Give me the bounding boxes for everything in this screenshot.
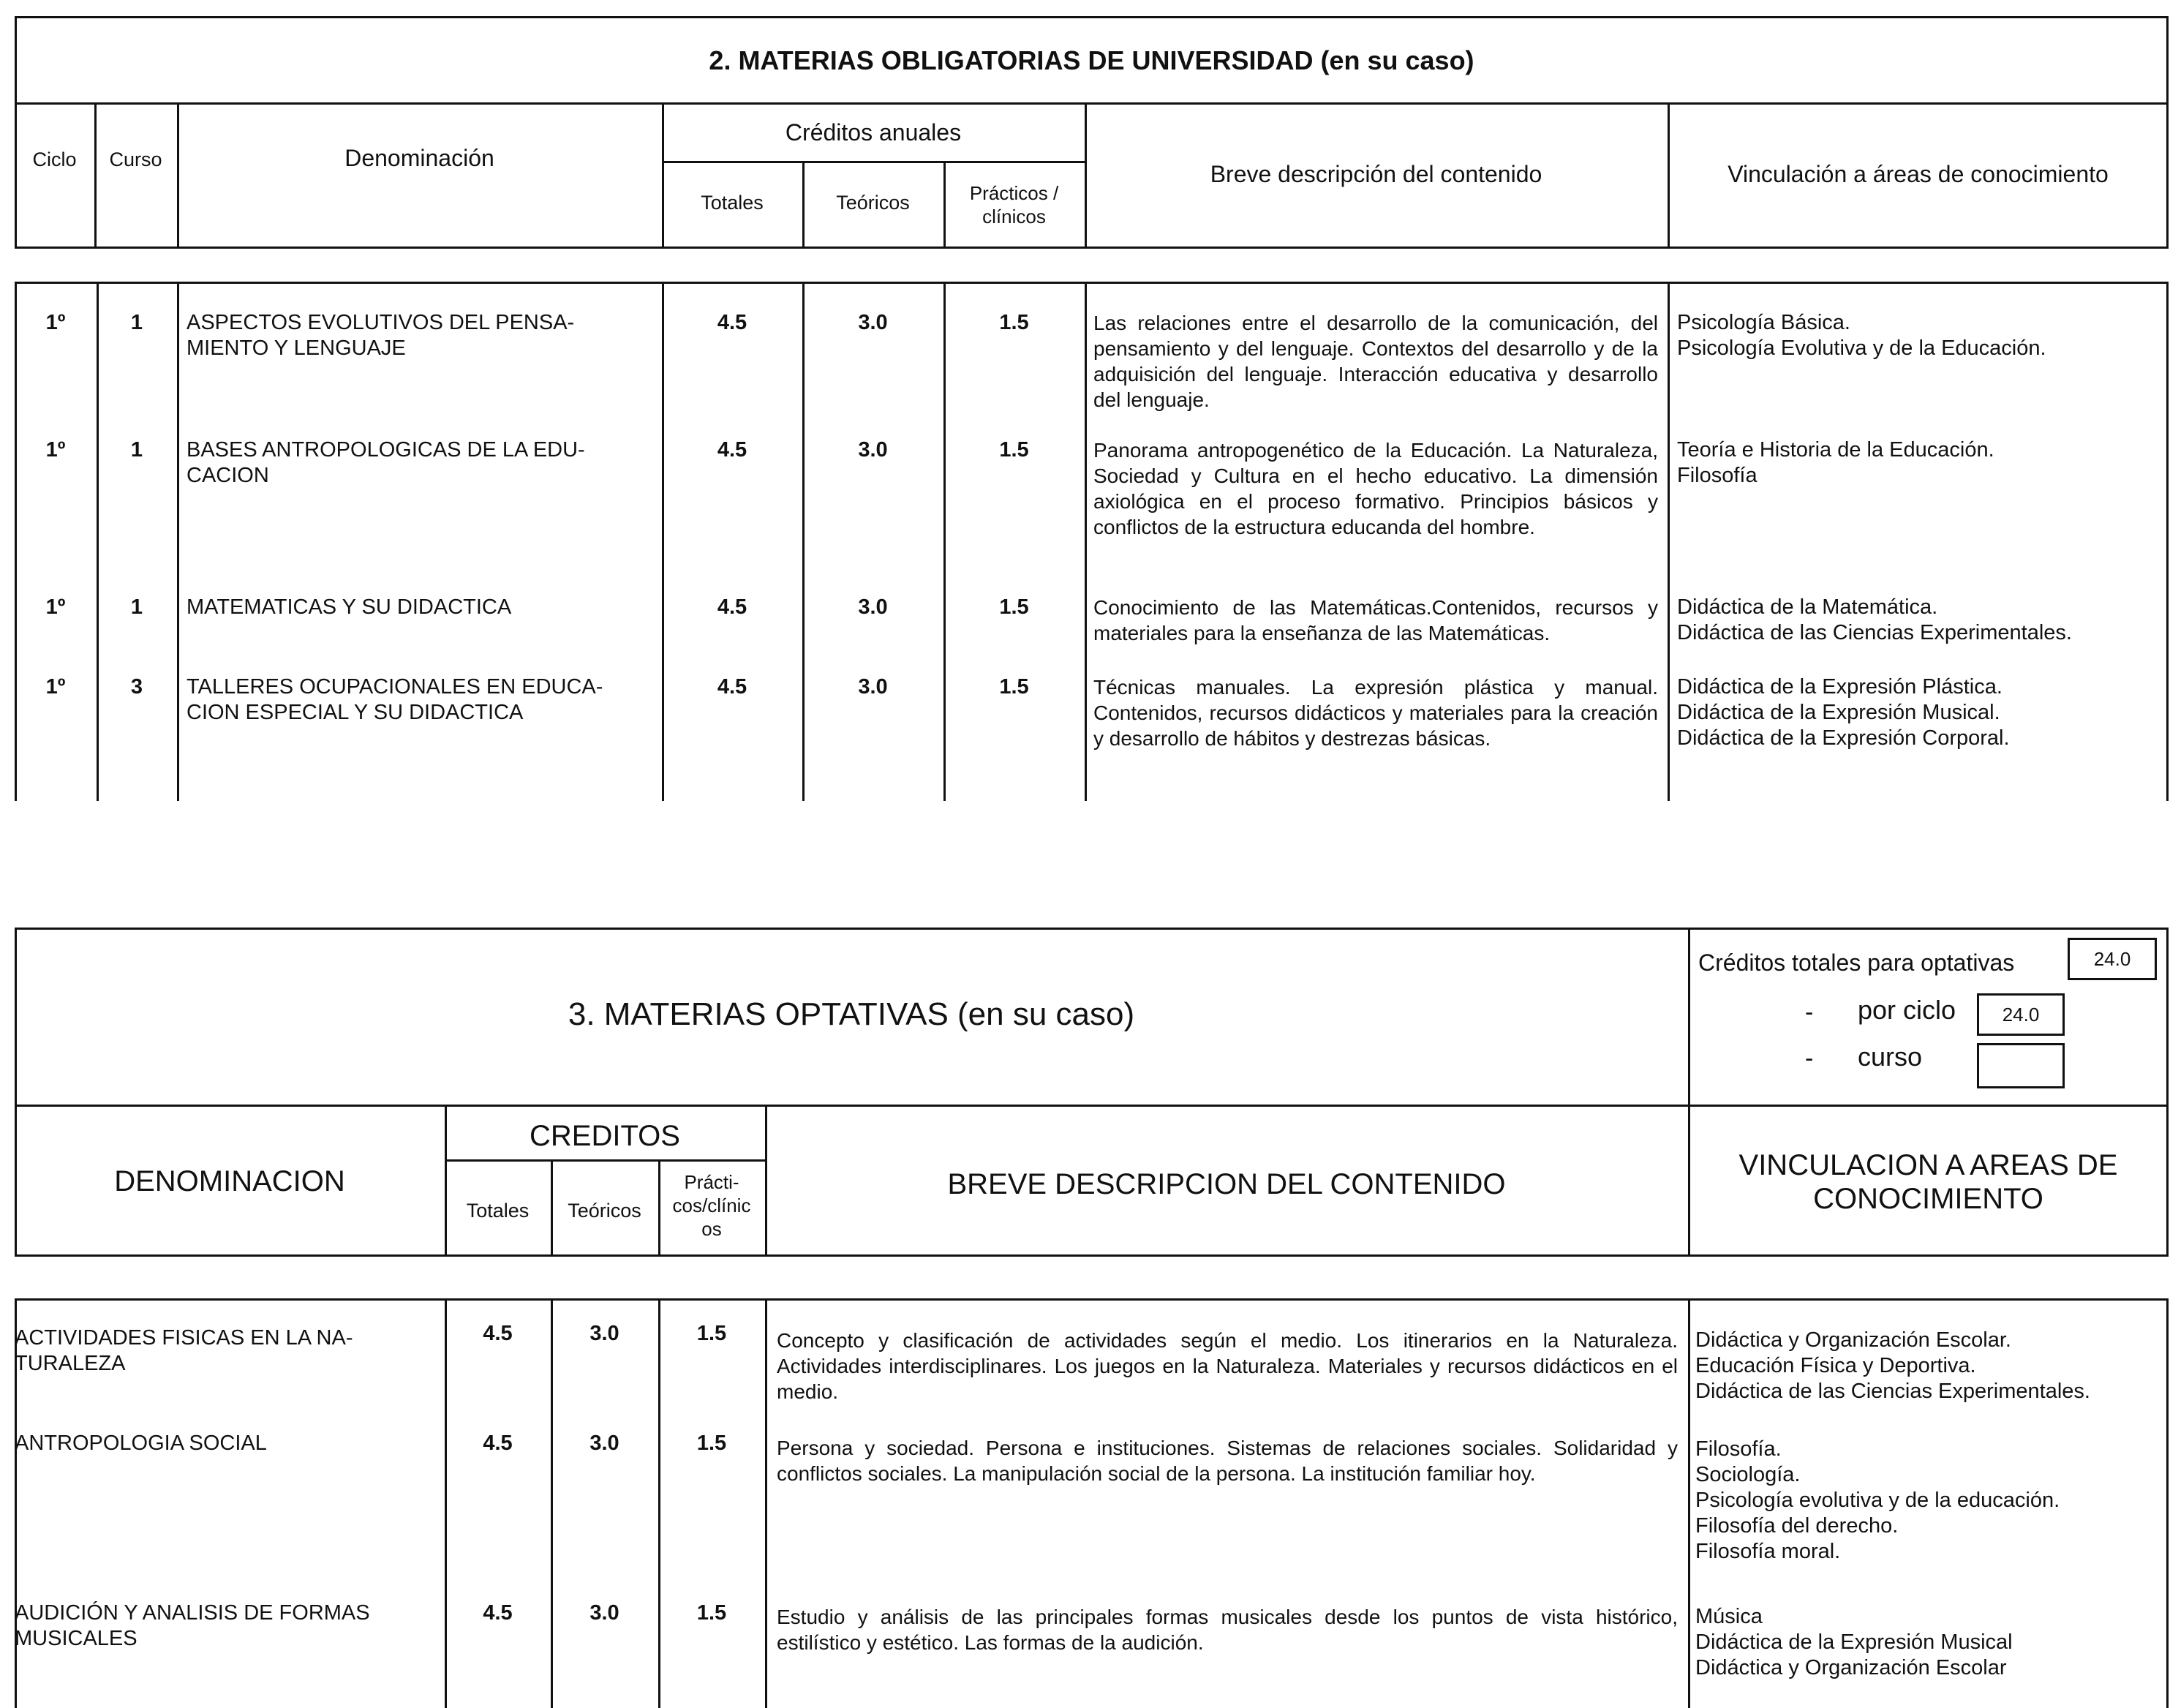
cell-curso: 1 — [130, 311, 143, 334]
cell-denominacion: TALLERES OCUPACIONALES EN EDUCA- CION ESPECIAL Y SU DIDACTICA — [187, 675, 603, 724]
cell-practicos: 1.5 — [999, 311, 1029, 334]
cell-denominacion: BASES ANTROPOLOGICAS DE LA EDU- CACION — [187, 438, 585, 487]
cell-ciclo: 1º — [45, 595, 66, 619]
s3-header-vinculacion: VINCULACION A AREAS DE CONOCIMIENTO — [1738, 1149, 2118, 1215]
cell-teoricos: 3.0 — [858, 438, 888, 462]
creditos-totales-value: 24.0 — [2068, 938, 2157, 980]
curso-value — [1977, 1043, 2065, 1088]
cell-teoricos: 3.0 — [858, 595, 888, 619]
cell-descripcion: Estudio y análisis de las principales formas musicales desde los puntos de vista histórico, estilístico y estético. Las formas de la audición. — [777, 1606, 1678, 1654]
por-ciclo-value: 24.0 — [1977, 993, 2065, 1036]
header-ciclo: Ciclo — [32, 148, 77, 170]
cell-ciclo: 1º — [45, 438, 66, 462]
cell-curso: 1 — [130, 595, 143, 619]
cell-teoricos: 3.0 — [858, 311, 888, 334]
cell-practicos: 1.5 — [696, 1601, 727, 1625]
cell-descripcion: Persona y sociedad. Persona e instituciones. Sistemas de relaciones sociales. Solidaridad y conflictos sociales. La manipulación social de la persona. La institución familiar hoy. — [777, 1437, 1678, 1485]
header-practicos: Prácticos / clínicos — [969, 182, 1059, 227]
s3-header-creditos: CREDITOS — [530, 1120, 680, 1152]
cell-totales: 4.5 — [717, 675, 747, 699]
cell-denominacion: ANTROPOLOGIA SOCIAL — [15, 1432, 267, 1455]
cell-curso: 3 — [130, 675, 143, 699]
por-ciclo-label: por ciclo — [1858, 995, 1956, 1025]
s3-header-practicos: Prácti- cos/clínic os — [672, 1171, 751, 1240]
cell-teoricos: 3.0 — [589, 1432, 619, 1455]
cell-vinculacion: Didáctica de la Matemática. Didáctica de las Ciencias Experimentales. — [1677, 595, 2072, 644]
cell-vinculacion: Didáctica y Organización Escolar. Educación Física y Deportiva. Didáctica de las Ciencias Experimentales. — [1695, 1328, 2090, 1403]
header-creditos-anuales: Créditos anuales — [785, 119, 962, 146]
header-teoricos: Teóricos — [836, 192, 910, 214]
por-ciclo-dash: - — [1805, 998, 1814, 1026]
cell-denominacion: ASPECTOS EVOLUTIVOS DEL PENSA- MIENTO Y LENGUAJE — [187, 311, 575, 360]
cell-denominacion: AUDICIÓN Y ANALISIS DE FORMAS MUSICALES — [15, 1601, 370, 1650]
curso-label: curso — [1858, 1042, 1923, 1072]
cell-totales: 4.5 — [717, 438, 747, 462]
cell-vinculacion: Teoría e Historia de la Educación. Filosofía — [1677, 438, 1994, 487]
cell-teoricos: 3.0 — [589, 1601, 619, 1625]
cell-totales: 4.5 — [483, 1322, 513, 1345]
section3-title: 3. MATERIAS OPTATIVAS (en su caso) — [568, 996, 1135, 1032]
cell-practicos: 1.5 — [999, 438, 1029, 462]
section2-title: 2. MATERIAS OBLIGATORIAS DE UNIVERSIDAD (en su caso) — [709, 45, 1474, 75]
cell-curso: 1 — [130, 438, 143, 462]
cell-descripcion: Las relaciones entre el desarrollo de la comunicación, del pensamiento y del lenguaje. Contextos del desarrollo y de la adquisición del lenguaje. Interacción educativa y desarrollo del lenguaje. — [1093, 312, 1658, 411]
cell-practicos: 1.5 — [999, 595, 1029, 619]
cell-teoricos: 3.0 — [589, 1322, 619, 1345]
cell-totales: 4.5 — [483, 1601, 513, 1625]
s3-header-descripcion: BREVE DESCRIPCION DEL CONTENIDO — [947, 1168, 1506, 1200]
cell-vinculacion: Didáctica de la Expresión Plástica. Didáctica de la Expresión Musical. Didáctica de la Expresión Corporal. — [1677, 675, 2010, 750]
cell-ciclo: 1º — [45, 311, 66, 334]
cell-totales: 4.5 — [483, 1432, 513, 1455]
cell-descripcion: Concepto y clasificación de actividades según el medio. Los itinerarios en la Naturaleza. Actividades interdisciplinares. Los juegos en la Naturaleza. Materiales y recursos didácticos en el medio. — [777, 1329, 1678, 1403]
cell-vinculacion: Filosofía. Sociología. Psicología evolutiva y de la educación. Filosofía del derecho. Filosofía moral. — [1695, 1437, 2060, 1563]
header-curso: Curso — [109, 148, 162, 170]
header-descripcion: Breve descripción del contenido — [1210, 161, 1542, 187]
cell-vinculacion: Música Didáctica de la Expresión Musical Didáctica y Organización Escolar — [1695, 1605, 2013, 1679]
cell-practicos: 1.5 — [696, 1322, 727, 1345]
cell-vinculacion: Psicología Básica. Psicología Evolutiva y de la Educación. — [1677, 311, 2046, 360]
cell-practicos: 1.5 — [696, 1432, 727, 1455]
cell-teoricos: 3.0 — [858, 675, 888, 699]
cell-descripcion: Conocimiento de las Matemáticas.Contenidos, recursos y materiales para la enseñanza de las Matemáticas. — [1093, 596, 1658, 644]
header-vinculacion: Vinculación a áreas de conocimiento — [1728, 161, 2109, 187]
s3-header-totales: Totales — [466, 1200, 530, 1222]
header-totales: Totales — [701, 192, 764, 214]
cell-denominacion: MATEMATICAS Y SU DIDACTICA — [187, 595, 512, 619]
cell-ciclo: 1º — [45, 675, 66, 699]
creditos-totales-label: Créditos totales para optativas — [1698, 949, 2015, 976]
cell-totales: 4.5 — [717, 595, 747, 619]
cell-descripcion: Técnicas manuales. La expresión plástica y manual. Contenidos, recursos didácticos y materiales para la creación y desarrollo de hábitos y destrezas básicas. — [1093, 676, 1658, 750]
header-denominacion: Denominación — [344, 145, 494, 171]
cell-totales: 4.5 — [717, 311, 747, 334]
curso-dash: - — [1805, 1045, 1814, 1072]
cell-denominacion: ACTIVIDADES FISICAS EN LA NA- TURALEZA — [15, 1326, 353, 1375]
s3-header-teoricos: Teóricos — [568, 1200, 641, 1222]
cell-descripcion: Panorama antropogenético de la Educación. La Naturaleza, Sociedad y Cultura en el hecho educativo. La dimensión axiológica en el proceso formativo. Principios básicos y conflictos de la estructura educanda del hombre. — [1093, 439, 1658, 538]
s3-header-denominacion: DENOMINACION — [114, 1165, 345, 1197]
cell-practicos: 1.5 — [999, 675, 1029, 699]
